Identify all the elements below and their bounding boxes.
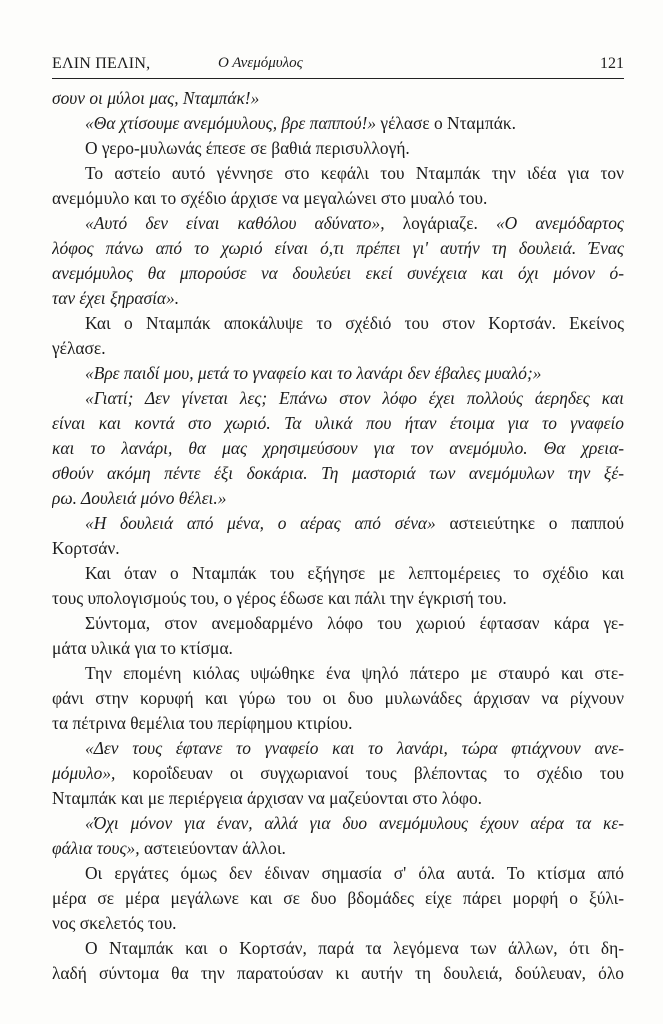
text-line: ρω. Δουλειά μόνο θέλει.» (52, 488, 227, 508)
text-line (52, 511, 624, 536)
text-line: νος σκελετός του. (52, 913, 177, 933)
text-line: λαδή σύντομα θα την παρατούσαν κι αυτήν τη δουλειά, δούλευαν, όλο (52, 963, 624, 983)
text-line: και το λανάρι, θα μας χρησιμεύσουν για τον ανεμόμυλο. Θα χρεια- (52, 438, 624, 458)
text-span: γέλασε ο Νταμπάκ. (376, 113, 516, 133)
text-line: Την επομένη κιόλας υψώθηκε ένα ψηλό πάτερο με σταυρό και στε- (85, 663, 624, 683)
text-line (52, 111, 624, 136)
text-line: Ο Νταμπάκ και ο Κορτσάν, παρά τα λεγόμενα των άλλων, ότι δη- (85, 938, 624, 958)
text-line: μάτα υλικά για το κτίσμα. (52, 638, 233, 658)
text-line: ανεμόμυλο και το σχέδιο άρχισε να μεγαλώνει στο μυαλό του. (52, 188, 488, 208)
quote-text: «Θα χτίσουμε ανεμόμυλους, βρε παππού!» (85, 113, 377, 133)
text-line: «Βρε παιδί μου, μετά το γναφείο και το λανάρι δεν έβαλες μυαλό;» (85, 363, 542, 383)
text-line: «Δεν τους έφτανε το γναφείο και το λανάρι, τώρα φτιάχνουν ανε- (85, 738, 624, 758)
text-line: Κορτσάν. (52, 538, 120, 558)
text-line: σθούν ακόμη πέντε έξι δοκάρια. Τη μαστοριά των ανεμόμυλων την ξέ- (52, 463, 624, 483)
text-line: Ο γερο-μυλωνάς έπεσε σε βαθιά περισυλλογή. (85, 138, 410, 158)
text-line: μέρα σε μέρα μεγάλωνε και σε δυο βδομάδες είχε πάρει μορφή ο ξύλι- (52, 888, 624, 908)
text-line: τα πέτρινα θεμέλια του περίφημου κτιρίου. (52, 713, 353, 733)
text-line: Οι εργάτες όμως δεν έδιναν σημασία σ' όλα αυτά. Το κτίσμα από (85, 863, 624, 883)
text-line (52, 211, 624, 236)
text-line: Και ο Νταμπάκ αποκάλυψε το σχέδιό του στον Κορτσάν. Εκείνος (85, 313, 624, 333)
text-line (52, 761, 624, 786)
text-line: ταν έχει ξηρασία». (52, 288, 180, 308)
text-line: λόφος πάνω από το χωριό είναι ό,τι πρέπει γι' αυτήν τη δουλειά. Ένας (52, 238, 624, 258)
quote-text: φάλια τους», (52, 838, 140, 858)
quote-text: μόμυλο», (52, 763, 116, 783)
text-line: φάνι στην κορυφή και γύρω του οι δυο μυλωνάδες άρχισαν να ρίχνουν (52, 688, 624, 708)
text-line: είναι και κοντά στο χωριό. Τα υλικά που ήταν έτοιμα για το γναφείο (52, 413, 624, 433)
quote-text: «Αυτό δεν είναι καθόλου αδύνατο», (85, 213, 385, 233)
text-line (52, 836, 624, 861)
running-header (52, 54, 624, 79)
text-line: γέλασε. (52, 338, 106, 358)
text-span: αστειεύτηκε ο παππού (435, 513, 624, 533)
text-line: Το αστείο αυτό γέννησε στο κεφάλι του Νταμπάκ την ιδέα για τον (85, 163, 624, 183)
text-line: Νταμπάκ και με περιέργεια άρχισαν να μαζεύονται στο λόφο. (52, 788, 483, 808)
quote-text: «Ο ανεμόδαρτος (495, 213, 624, 233)
body-text (52, 86, 624, 986)
text-line: Σύντομα, στον ανεμοδαρμένο λόφο του χωριού έφτασαν κάρα γε- (85, 613, 624, 633)
text-line: Και όταν ο Νταμπάκ του εξήγησε με λεπτομέρειες το σχέδιο και (85, 563, 624, 583)
text-line: «Όχι μόνον για έναν, αλλά για δυο ανεμόμυλους έχουν αέρα τα κε- (85, 813, 624, 833)
text-line: «Γιατί; Δεν γίνεται λες; Επάνω στον λόφο έχει πολλούς άερηδες και (85, 388, 624, 408)
page-number: 121 (600, 55, 624, 72)
text-line: σουν οι μύλοι μας, Νταμπάκ!» (52, 88, 260, 108)
text-line: τους υπολογισμούς του, ο γέρος έδωσε και πάλι την έγκρισή του. (52, 588, 507, 608)
text-span: λογάριαζε. (384, 213, 496, 233)
text-line: ανεμόμυλος θα μπορούσε να δουλεύει εκεί συνέχεια και όχι μόνον ό- (52, 263, 624, 283)
text-span: κοροΐδευαν οι συγχωριανοί τους βλέποντας το σχέδιο του (115, 763, 624, 783)
text-span: αστειεύονταν άλλοι. (139, 838, 286, 858)
header-book-title: Ο Ανεμόμυλος (218, 55, 303, 71)
header-author: ΕΛΙΝ ΠΕΛΙΝ, (52, 55, 151, 72)
quote-text: «Η δουλειά από μένα, ο αέρας από σένα» (85, 513, 436, 533)
